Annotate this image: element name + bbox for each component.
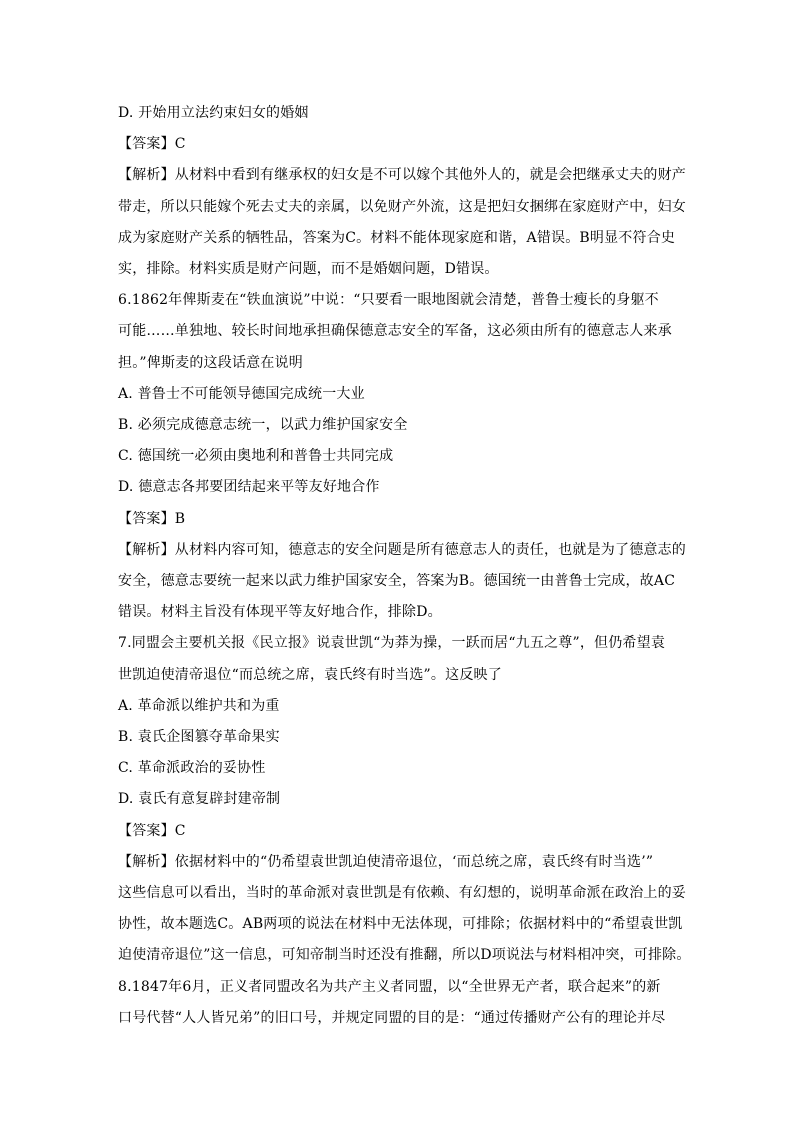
- text-line: A. 普鲁士不可能领导德国完成统一大业: [118, 385, 365, 402]
- text-line: 【解析】依据材料中的“仍希望袁世凯迫使清帝退位，‘而总统之席，袁氏终有时当选’”: [118, 853, 654, 870]
- text-line: 实，排除。材料实质是财产问题，而不是婚姻问题，D错误。: [118, 261, 499, 277]
- text-line: 担。”俾斯麦的这段话意在说明: [118, 354, 303, 371]
- text-line: D. 开始用立法约束妇女的婚姻: [118, 105, 309, 121]
- text-line: C. 德国统一必须由奥地利和普鲁士共同完成: [118, 448, 394, 465]
- text-line: 【解析】从材料内容可知，德意志的安全问题是所有德意志人的责任，也就是为了德意志的: [118, 541, 686, 558]
- text-line: 世凯迫使清帝退位“而总统之席，袁氏终有时当选”。这反映了: [118, 666, 502, 683]
- text-line: 带走，所以只能嫁个死去丈夫的亲属，以免财产外流，这是把妇女捆绑在家庭财产中，妇女: [118, 198, 686, 215]
- text-line: 【答案】C: [118, 136, 186, 153]
- text-line: 8.1847年6月，正义者同盟改名为共产主义者同盟，以“全世界无产者，联合起来”的新: [118, 978, 661, 995]
- text-line: C. 革命派政治的妥协性: [118, 760, 266, 777]
- text-line: 【答案】C: [118, 822, 186, 839]
- text-line: B. 袁氏企图篡夺革命果实: [118, 729, 280, 745]
- text-line: A. 革命派以维护共和为重: [118, 697, 280, 714]
- text-line: 错误。材料主旨没有体现平等友好地合作，排除D。: [118, 604, 442, 621]
- text-line: 协性，故本题选C。AB两项的说法在材料中无法体现，可排除；依据材料中的“希望袁世凯: [118, 916, 683, 933]
- text-line: 7.同盟会主要机关报《民立报》说袁世凯“为莽为操，一跃而居“九五之尊”，但仍希望袁: [118, 635, 666, 652]
- text-line: D. 德意志各邦要团结起来平等友好地合作: [118, 479, 380, 496]
- text-line: 【解析】从材料中看到有继承权的妇女是不可以嫁个其他外人的，就是会把继承丈夫的财产: [118, 167, 686, 184]
- text-line: 6.1862年俾斯麦在“铁血演说”中说：“只要看一眼地图就会清楚，普鲁士瘦长的身躯不: [118, 292, 659, 309]
- text-line: 【答案】B: [118, 510, 186, 527]
- text-line: B. 必须完成德意志统一，以武力维护国家安全: [118, 417, 408, 433]
- text-line: 成为家庭财产关系的牺牲品，答案为C。材料不能体现家庭和谐，A错误。B明显不符合史: [118, 229, 676, 246]
- text-line: 这些信息可以看出，当时的革命派对袁世凯是有依赖、有幻想的，说明革命派在政治上的妥: [118, 885, 686, 901]
- text-line: 口号代替“人人皆兄弟”的旧口号，并规定同盟的目的是：“通过传播财产公有的理论并尽: [118, 1009, 666, 1026]
- text-line: 可能……单独地、较长时间地承担确保德意志安全的军备，这必须由所有的德意志人来承: [118, 323, 672, 340]
- text-line: 安全，德意志要统一起来以武力维护国家安全，答案为B。德国统一由普鲁士完成，故AC: [118, 573, 676, 589]
- text-line: 迫使清帝退位”这一信息，可知帝制当时还没有推翻，所以D项说法与材料相冲突，可排除。: [118, 947, 691, 964]
- text-line: D. 袁氏有意复辟封建帝制: [118, 791, 281, 808]
